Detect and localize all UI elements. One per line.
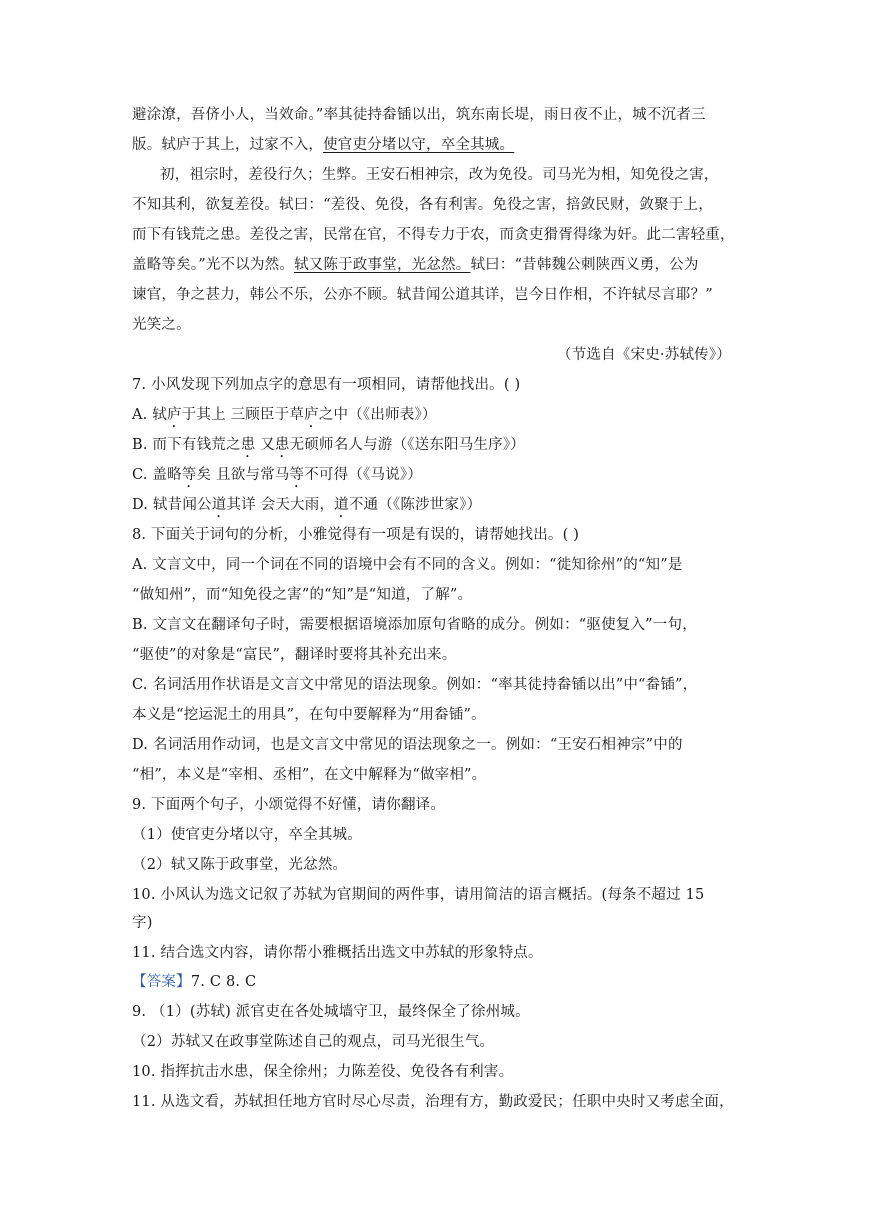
question-7-option-d [132,495,738,521]
answer-line-7-8 [132,972,738,992]
dotted-character: 等 [181,467,197,483]
question-8-stem: 8. 下面关于词句的分析，小雅觉得有一项是有误的，请帮她找出。( ) [132,527,580,543]
question-8-option-d-cont: “相”，本义是“宰相、丞相”，在文中解释为“做宰相”。 [132,767,487,783]
answer-11: 11. 从选文看，苏轼担任地方官时尽心尽责，治理有方，勤政爱民；任职中央时又考虑全面， [132,1094,734,1110]
question-8-option-b: B. 文言文在翻译句子时，需要根据语境添加原句省略的成分。例如：“驱使复入”一句， [132,617,697,633]
dotted-character: 庐 [304,407,319,423]
question-7-option-b [132,435,738,461]
question-8-option-d: D. 名词活用作动词，也是文言文中常见的语法现象之一。例如：“王安石相神宗”中的 [132,737,683,753]
passage-text: 盖略等矣。”光不以为然。 [132,257,295,273]
passage-line: 谏官，争之甚力，韩公不乐，公亦不顾。轼昔闻公道其详，岂今日作相，不许轼尽言耶？” [132,287,713,303]
option-text: 无硕师名人与游（《送东阳马生序》） [289,437,526,453]
option-text: B. 而下有钱荒之 [132,437,241,453]
question-7-option-c [132,465,738,491]
passage-line: 而下有钱荒之患。差役之害，民常在官，不得专力于农，而贪吏猾胥得缘为奸。此二害轻重， [132,227,735,243]
question-8-option-a-cont: “做知州”，而“知免役之害”的“知”是“知道，了解”。 [132,587,473,603]
option-text: D. 轼昔闻公 [132,497,212,513]
question-9-sentence-1: （1）使官吏分堵以守，卒全其城。 [132,827,362,843]
question-8-option-a: A. 文言文中，同一个词在不同的语境中会有不同的含义。例如：“徙知徐州”的“知”是 [132,557,683,573]
answer-10: 10. 指挥抗击水患，保全徐州；力陈差役、免役各有利害。 [132,1064,514,1080]
option-text: 于其上 三顾臣于草 [181,407,305,423]
question-10-stem-cont: 字) [132,915,153,931]
option-text: 之中（《出师表》） [318,407,437,423]
option-text: 其详 会天大雨， [226,497,335,513]
answer-9-1: 9. （1）(苏轼) 派官吏在各处城墙守卫，最终保全了徐州城。 [132,1004,530,1020]
dotted-character: 道 [211,497,227,513]
dotted-character: 道 [334,497,349,513]
passage-line: 初，祖宗时，差役行久；生弊。王安石相神宗，改为免役。司马光为相，知免役之害， [160,167,719,183]
question-8-option-c-cont: 本义是“挖运泥土的用具”，在句中要解释为“用畚锸”。 [132,707,486,723]
question-7-option-a [132,405,738,431]
question-7-stem: 7. 小风发现下列加点字的意思有一项相同，请帮他找出。( ) [132,377,521,393]
option-text: 矣 且欲与常马 [196,467,290,483]
dotted-character: 等 [289,467,305,483]
passage-text: 轼曰：“昔韩魏公刺陕西义勇，公为 [470,257,699,273]
option-text: C. 盖略 [132,467,182,483]
answer-text: 7. C 8. C [190,974,257,990]
option-text: 不通（《陈涉世家》） [348,497,482,513]
question-11-stem: 11. 结合选文内容，请你帮小雅概括出选文中苏轼的形象特点。 [132,945,543,961]
question-9-stem: 9. 下面两个句子，小颂觉得不好懂，请你翻译。 [132,797,446,813]
question-9-sentence-2: （2）轼又陈于政事堂，光忿然。 [132,857,348,873]
passage-line [132,255,738,275]
dotted-character: 庐 [167,407,182,423]
question-8-option-c: C. 名词活用作状语是文言文中常见的语法现象。例如：“率其徒持畚锸以出”中“畚锸”， [132,677,698,693]
dotted-character: 患 [240,437,256,453]
underlined-sentence: 使官吏分堵以守，卒全其城。 [323,137,515,153]
passage-line: 避涂潦，吾侪小人，当效命。”率其徒持畚锸以出，筑东南长堤，雨日夜不止，城不沉者三 [132,107,706,123]
question-8-option-b-cont: “驱使”的对象是“富民”，翻译时要将其补充出来。 [132,647,457,663]
dotted-character: 患 [274,437,290,453]
passage-text: 版。轼庐于其上，过家不入， [132,137,324,153]
passage-line: 光笑之。 [132,317,191,333]
option-text: 不可得（《马说》） [304,467,423,483]
question-10-stem: 10. 小风认为选文记叙了苏轼为官期间的两件事，请用简洁的语言概括。(每条不超过 15 [132,887,705,903]
answer-tag: 【答案】 [132,974,191,990]
passage-line [132,135,738,155]
source-citation: （节选自《宋史·苏轼传》） [557,347,731,363]
option-text: 又 [255,437,275,453]
option-text: A. 轼 [132,407,167,423]
passage-line: 不知其利，欲复差役。轼曰：“差役、免役，各有利害。免役之害，掊敛民财，敛聚于上， [132,197,713,213]
underlined-sentence: 轼又陈于政事堂，光忿然。 [294,257,471,273]
answer-9-2: （2）苏轼又在政事堂陈述自己的观点，司马光很生气。 [132,1034,495,1050]
